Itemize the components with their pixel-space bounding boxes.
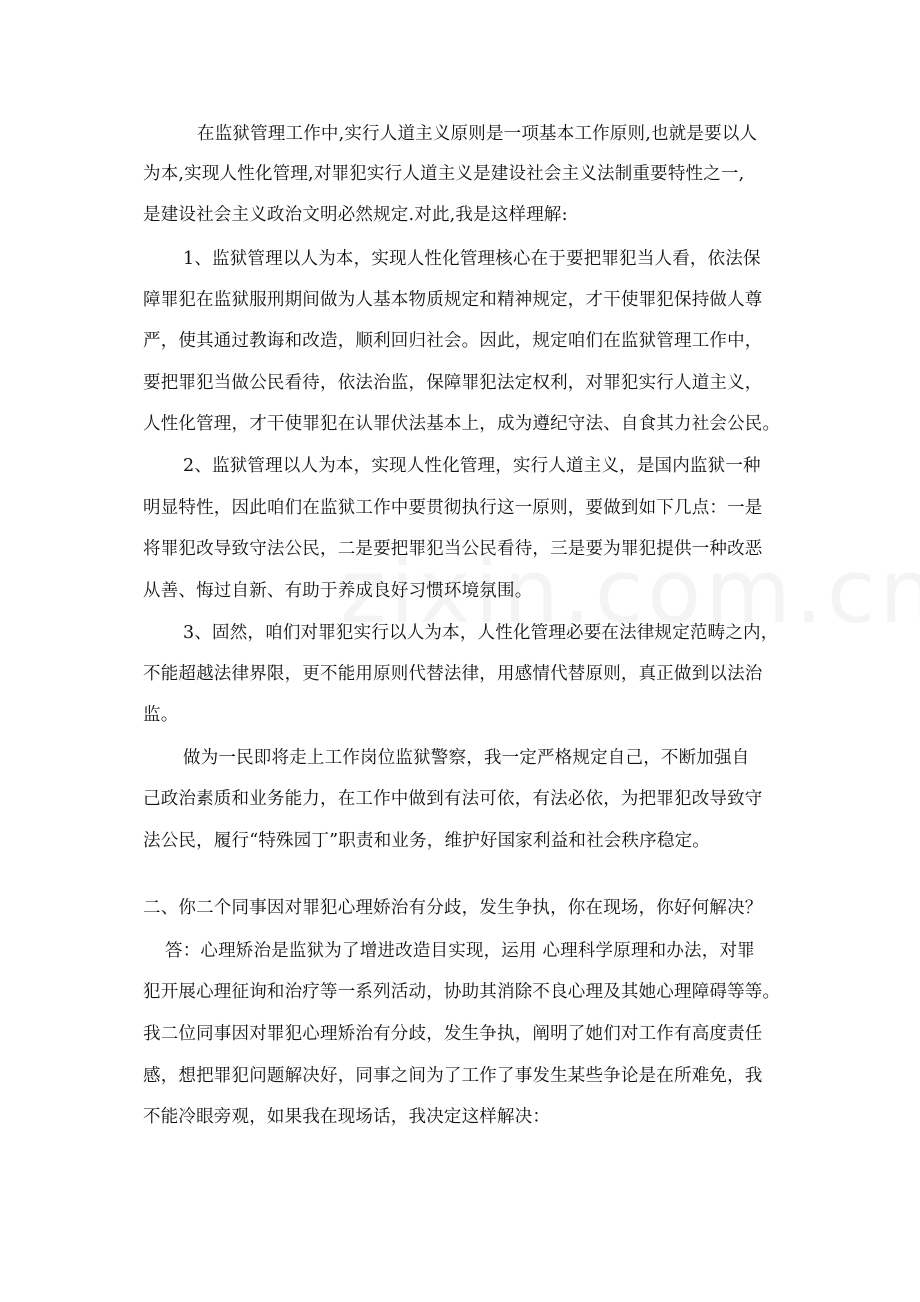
paragraph-line: 在监狱管理工作中,实行人道主义原则是一项基本工作原则,也就是要以人 (197, 124, 758, 144)
paragraph-line: 是建设社会主义政治文明必然规定.对此,我是这样理解: (143, 205, 568, 225)
paragraph-line: 为本,实现人性化管理,对罪犯实行人道主义是建设社会主义法制重要特性之一, (143, 164, 745, 184)
paragraph-line: 从善、悔过自新、有助于养成良好习惯环境氛围。 (143, 581, 533, 601)
paragraph-line: 法公民，履行“特殊园丁”职责和业务，维护好国家利益和社会秩序稳定。 (143, 831, 710, 851)
paragraph-line: 不能冷眼旁观，如果我在现场话，我决定这样解决： (143, 1107, 551, 1127)
section-heading: 二、你二个同事因对罪犯心理娇治有分歧，发生争执，你在现场，你好何解决？ (143, 898, 763, 918)
paragraph-line: 明显特性，因此咱们在监狱工作中要贯彻执行这一原则，要做到如下几点：一是 (143, 498, 763, 518)
paragraph-line: 3、固然，咱们对罪犯实行以人为本，人性化管理必要在法律规定范畴之内， (183, 623, 779, 643)
paragraph-line: 不能超越法律界限，更不能用原则代替法律，用感情代替原则，真正做到以法治 (143, 664, 763, 684)
paragraph-line: 答：心理矫治是监狱为了增进改造目实现，运用 心理科学原理和办法，对罪 (165, 941, 755, 961)
paragraph-line: 做为一民即将走上工作岗位监狱警察，我一定严格规定自己，不断加强自 (183, 748, 750, 768)
paragraph-line: 犯开展心理征询和治疗等一系列活动，协助其消除不良心理及其她心理障碍等等。 (143, 982, 781, 1002)
paragraph-line: 要把罪犯当做公民看待，依法治监，保障罪犯法定权利，对罪犯实行人道主义， (143, 373, 763, 393)
paragraph-line: 将罪犯改导致守法公民，二是要把罪犯当公民看待，三是要为罪犯提供一种改恶 (143, 539, 763, 559)
paragraph-line: 严，使其通过教诲和改造，顺利回归社会。因此，规定咱们在监狱管理工作中， (143, 331, 763, 351)
paragraph-line: 己政治素质和业务能力，在工作中做到有法可依，有法必依，为把罪犯改导致守 (143, 789, 763, 809)
paragraph-line: 1、监狱管理以人为本，实现人性化管理核心在于要把罪犯当人看，依法保 (183, 249, 761, 269)
paragraph-line: 监。 (143, 705, 179, 725)
paragraph-line: 人性化管理，才干使罪犯在认罪伏法基本上，成为遵纪守法、自食其力社会公民。 (143, 414, 781, 434)
paragraph-line: 感，想把罪犯问题解决好，同事之间为了工作了事发生某些争论是在所难免，我 (143, 1066, 763, 1086)
paragraph-line: 我二位同事因对罪犯心理矫治有分歧，发生争执，阐明了她们对工作有高度责任 (143, 1024, 763, 1044)
paragraph-line: 2、监狱管理以人为本，实现人性化管理，实行人道主义，是国内监狱一种 (183, 456, 761, 476)
paragraph-line: 障罪犯在监狱服刑期间做为人基本物质规定和精神规定，才干使罪犯保持做人尊 (143, 290, 763, 310)
